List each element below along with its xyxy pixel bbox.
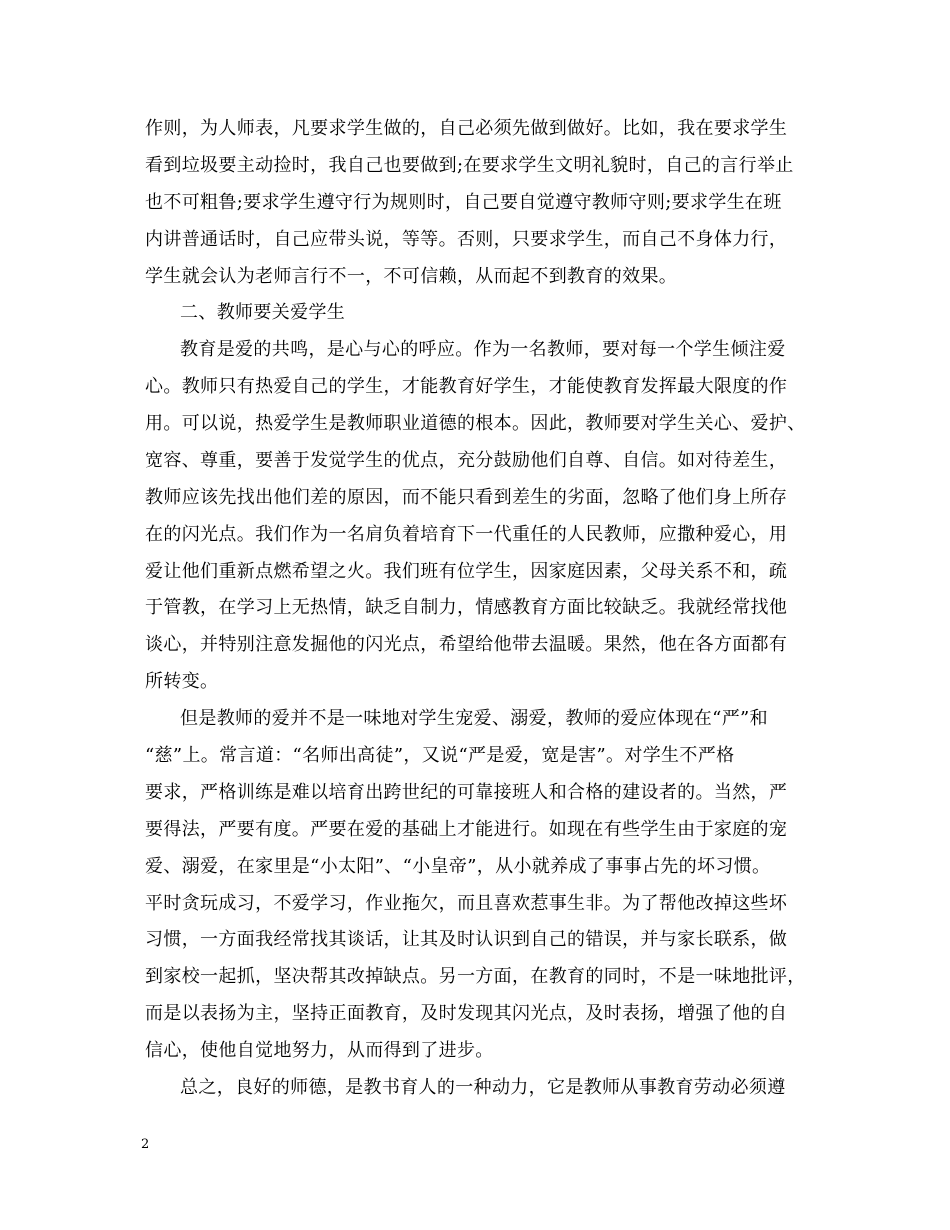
text-line: 到家校一起抓，坚决帮其改掉缺点。另一方面，在教育的同时，不是一味地批评， — [145, 966, 806, 987]
text-line: 内讲普通话时，自己应带头说，等等。否则，只要求学生，而自己不身体力行， — [145, 229, 788, 250]
text-line: 教师应该先找出他们差的原因，而不能只看到差生的劣面，忽略了他们身上所存 — [145, 487, 788, 508]
text-line: 信心，使他自觉地努力，从而得到了进步。 — [145, 1040, 494, 1061]
text-line: 心。教师只有热爱自己的学生，才能教育好学生，才能使教育发挥最大限度的作 — [145, 376, 788, 397]
page-number: 2 — [141, 1137, 150, 1152]
text-line: 也不可粗鲁;要求学生遵守行为规则时，自己要自觉遵守教师守则;要求学生在班 — [145, 192, 782, 213]
text-line: 但是教师的爱并不是一味地对学生宠爱、溺爱，教师的爱应体现在“严”和 — [180, 708, 768, 729]
text-line: 爱让他们重新点燃希望之火。我们班有位学生，因家庭因素，父母关系不和，疏 — [145, 561, 788, 582]
text-line: 要得法，严要有度。严要在爱的基础上才能进行。如现在有些学生由于家庭的宠 — [145, 819, 788, 840]
text-line: 作则，为人师表，凡要求学生做的，自己必须先做到做好。比如，我在要求学生 — [145, 118, 788, 139]
text-line: 在的闪光点。我们作为一名肩负着培育下一代重任的人民教师，应撒种爱心，用 — [145, 524, 788, 545]
text-line: 学生就会认为老师言行不一，不可信赖，从而起不到教育的效果。 — [145, 266, 678, 287]
text-line: 平时贪玩成习，不爱学习，作业拖欠，而且喜欢惹事生非。为了帮他改掉这些坏 — [145, 893, 788, 914]
text-line: 教育是爱的共鸣，是心与心的呼应。作为一名教师，要对每一个学生倾注爱 — [180, 339, 786, 360]
text-line: 谈心，并特别注意发掘他的闪光点，希望给他带去温暖。果然，他在各方面都有 — [145, 634, 788, 655]
text-line: 所转变。 — [145, 671, 219, 692]
text-line: 而是以表扬为主，坚持正面教育，及时发现其闪光点，及时表扬，增强了他的自 — [145, 1003, 788, 1024]
text-line: 习惯，一方面我经常找其谈话，让其及时认识到自己的错误，并与家长联系，做 — [145, 929, 788, 950]
text-line: 要求，严格训练是难以培育出跨世纪的可靠接班人和合格的建设者的。当然，严 — [145, 782, 788, 803]
text-line: 用。可以说，热爱学生是教师职业道德的根本。因此，教师要对学生关心、爱护、 — [145, 413, 806, 434]
text-line: 于管教，在学习上无热情，缺乏自制力，情感教育方面比较缺乏。我就经常找他 — [145, 597, 788, 618]
text-line: 看到垃圾要主动捡时，我自己也要做到;在要求学生文明礼貌时，自己的言行举止 — [145, 155, 794, 176]
text-line: 爱、溺爱，在家里是“小太阳”、“小皇帝”，从小就养成了事事占先的坏习惯。 — [145, 856, 771, 877]
text-line: 宽容、尊重，要善于发觉学生的优点，充分鼓励他们自尊、自信。如对待差生， — [145, 450, 788, 471]
text-line: 总之，良好的师德，是教书育人的一种动力，它是教师从事教育劳动必须遵 — [180, 1077, 786, 1098]
section-heading: 二、教师要关爱学生 — [180, 302, 346, 323]
text-line: “慈”上。常言道：“名师出高徒”，又说“严是爱，宽是害”。对学生不严格 — [145, 745, 735, 766]
